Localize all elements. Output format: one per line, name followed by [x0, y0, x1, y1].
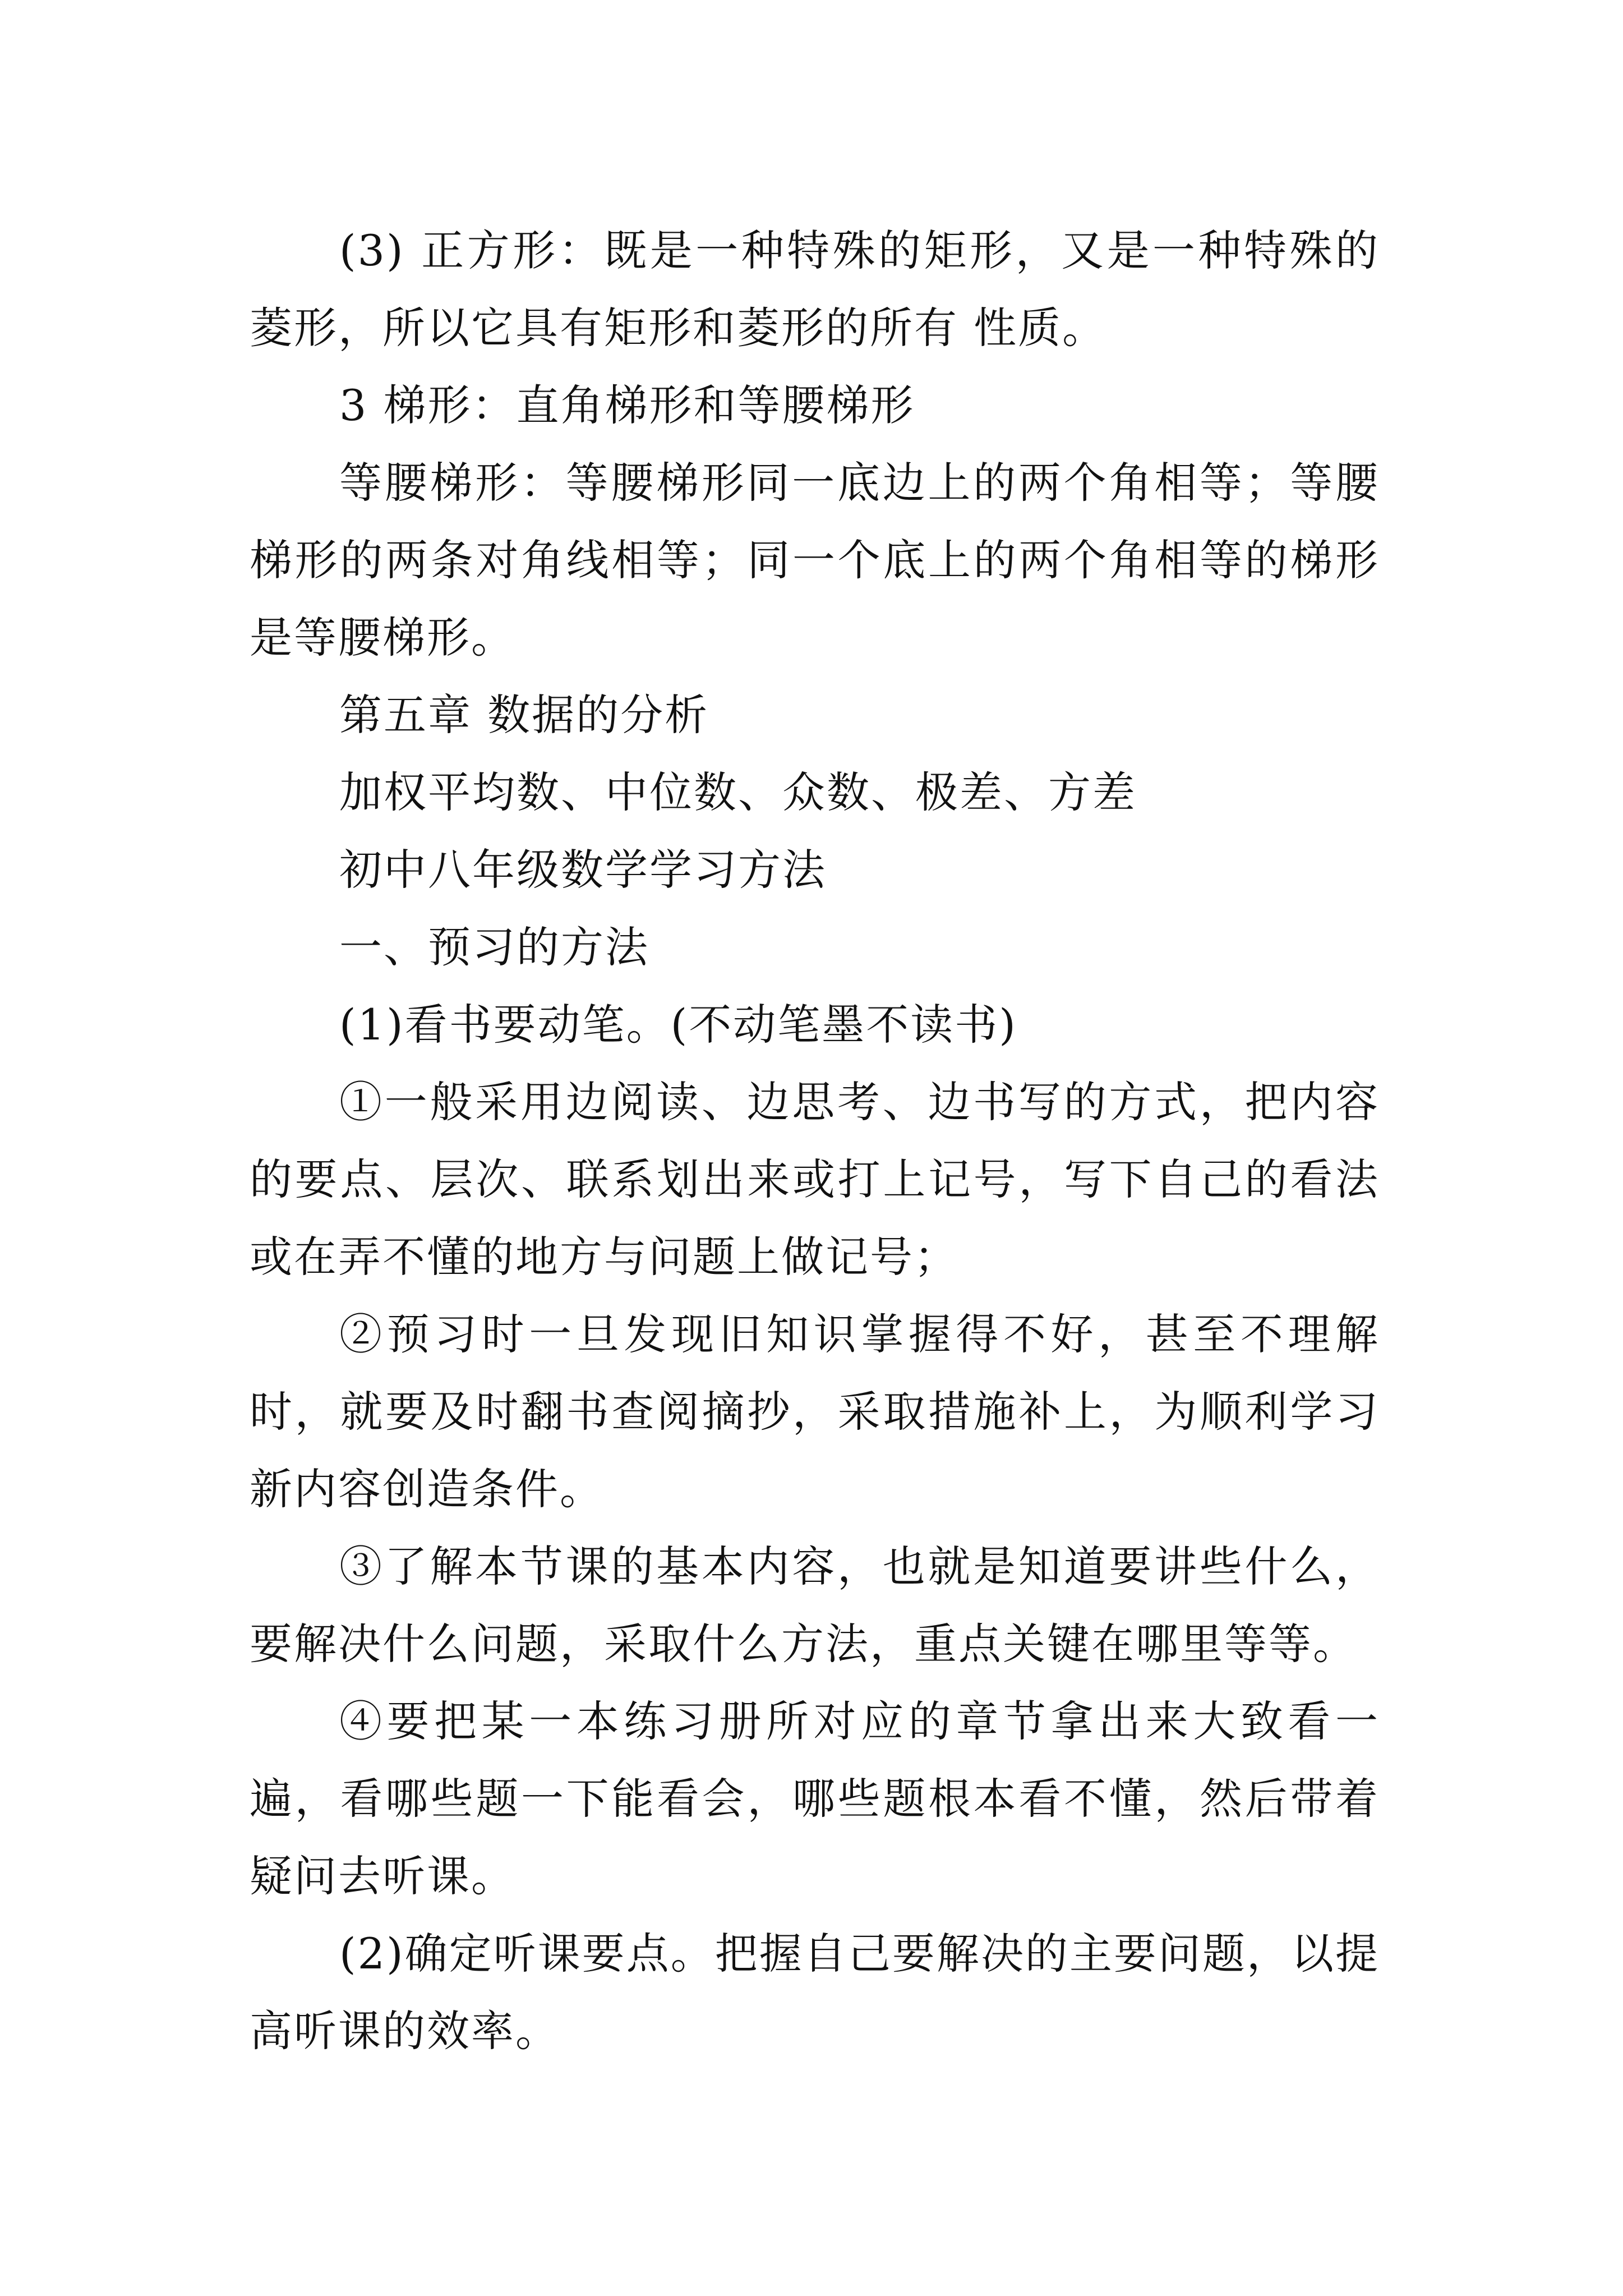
paragraph-item-4: ④要把某一本练习册所对应的章节拿出来大致看一遍，看哪些题一下能看会，哪些题根本看不懂，然后带着疑问去听课。	[250, 1696, 1380, 1901]
paragraph-trapezoid-heading: 3 梯形：直角梯形和等腰梯形	[339, 380, 915, 430]
paragraph-item-2: ②预习时一旦发现旧知识掌握得不好，甚至不理解时，就要及时翻书查阅摘抄，采取措施补上，为顺利学习新内容创造条件。	[250, 1309, 1380, 1514]
paragraph-chapter-five: 第五章 数据的分析	[339, 690, 709, 740]
paragraph-item-3: ③了解本节课的基本内容，也就是知道要讲些什么，要解决什么问题，采取什么方法，重点关键在哪里等等。	[250, 1542, 1380, 1669]
paragraph-preview-method: 一、预习的方法	[339, 922, 649, 972]
paragraph-item-1: ①一般采用边阅读、边思考、边书写的方式，把内容的要点、层次、联系划出来或打上记号，写下自己的看法或在弄不懂的地方与问题上做记号；	[250, 1077, 1380, 1282]
paragraph-square: (3) 正方形：既是一种特殊的矩形，又是一种特殊的菱形，所以它具有矩形和菱形的所有 性质。	[250, 226, 1380, 353]
paragraph-isosceles-trapezoid: 等腰梯形：等腰梯形同一底边上的两个角相等；等腰梯形的两条对角线相等；同一个底上的两个角相等的梯形是等腰梯形。	[250, 458, 1380, 662]
document-body	[250, 212, 1380, 2070]
paragraph-statistics-terms: 加权平均数、中位数、众数、极差、方差	[339, 767, 1137, 817]
paragraph-listening-points: (2)确定听课要点。把握自己要解决的主要问题，以提高听课的效率。	[250, 1929, 1380, 2056]
paragraph-study-methods-title: 初中八年级数学学习方法	[339, 845, 827, 895]
paragraph-read-with-pen: (1)看书要动笔。(不动笔墨不读书)	[339, 1000, 1017, 1050]
